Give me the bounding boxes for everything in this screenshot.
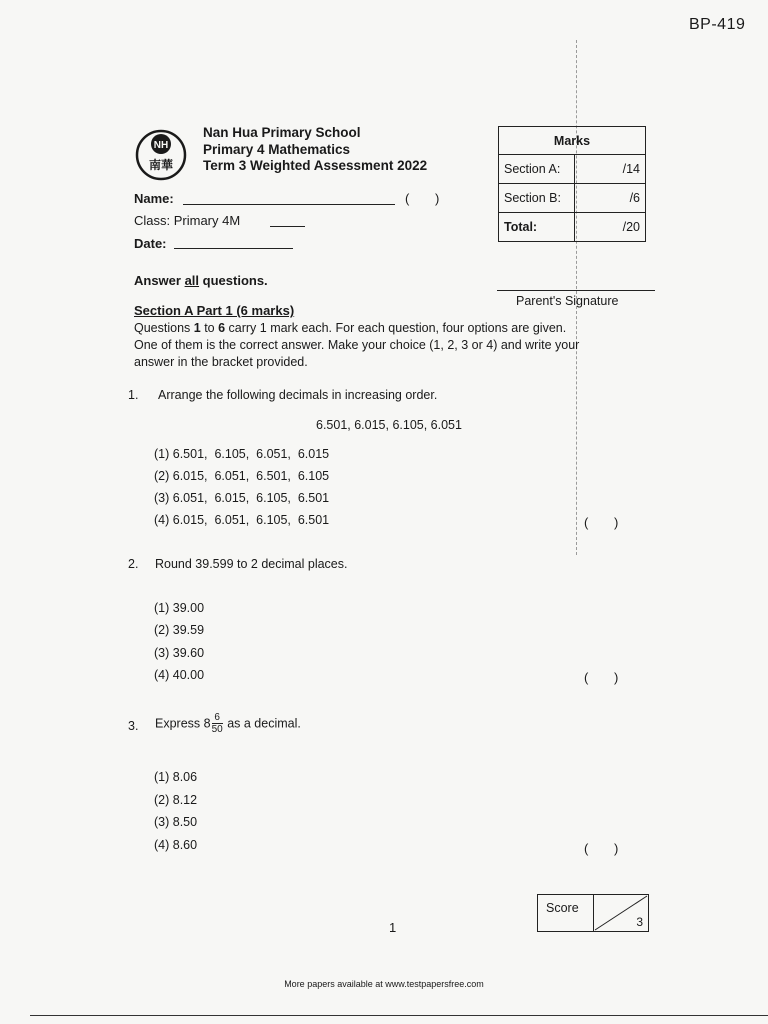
fraction-denominator: 50	[211, 724, 223, 735]
marks-row-value: /6	[575, 184, 646, 213]
instruction-line-3: answer in the bracket provided.	[134, 355, 308, 369]
marks-table	[498, 126, 646, 242]
school-header	[203, 125, 427, 175]
date-label: Date:	[134, 236, 167, 251]
instr-bold-start: 1	[193, 321, 201, 335]
class-label: Class: Primary 4M	[134, 213, 241, 228]
question-1-answer-bracket[interactable]: ( )	[584, 515, 619, 530]
answer-instruction	[134, 273, 268, 288]
question-1-number: 1.	[128, 388, 139, 402]
question-3-text-prefix: Express 8	[155, 716, 211, 731]
assessment-title: Term 3 Weighted Assessment 2022	[203, 158, 428, 173]
marks-row-section-a	[499, 155, 646, 184]
question-3-option-3[interactable]: (3) 8.50	[154, 815, 198, 829]
question-3-text-suffix: as a decimal.	[223, 716, 301, 731]
name-label: Name:	[134, 191, 174, 206]
instr-part: Questions	[134, 321, 194, 335]
marks-table-title: Marks	[499, 127, 646, 155]
marks-row-value: /20	[575, 213, 646, 242]
marks-row-label: Total:	[499, 213, 575, 242]
marks-row-label: Section B:	[499, 184, 575, 213]
question-2-option-1[interactable]: (1) 39.00	[154, 601, 205, 615]
logo-chinese: 南華	[148, 158, 174, 172]
score-box	[537, 894, 649, 932]
instruction-suffix: questions.	[199, 273, 268, 288]
school-logo-icon	[135, 129, 187, 181]
marks-row-label: Section A:	[499, 155, 575, 184]
footer-text: More papers available at www.testpapersfree.com	[284, 979, 484, 989]
section-a-instructions	[134, 320, 634, 371]
question-2-option-4[interactable]: (4) 40.00	[154, 668, 205, 682]
instruction-emphasis: all	[184, 273, 200, 288]
question-2-number: 2.	[128, 557, 139, 571]
marks-row-value: /14	[575, 155, 646, 184]
instruction-line-2: One of them is the correct answer. Make your choice (1, 2, 3 or 4) and write your	[134, 338, 580, 352]
name-input-line[interactable]	[183, 204, 395, 205]
document-code: BP-419	[689, 16, 746, 33]
score-label: Score	[546, 901, 579, 915]
parent-signature-line[interactable]	[497, 290, 655, 291]
score-max: 3	[636, 915, 643, 929]
school-name: Nan Hua Primary School	[203, 125, 361, 140]
question-3-answer-bracket[interactable]: ( )	[584, 841, 619, 856]
question-3-number: 3.	[128, 719, 139, 733]
question-1-option-4[interactable]: (4) 6.015, 6.051, 6.105, 6.501	[154, 513, 330, 527]
question-1-text: Arrange the following decimals in increasing order.	[158, 388, 438, 402]
question-3-text	[155, 712, 301, 735]
question-2-answer-bracket[interactable]: ( )	[584, 670, 619, 685]
page-number: 1	[389, 920, 397, 935]
question-1-option-3[interactable]: (3) 6.051, 6.015, 6.105, 6.501	[154, 491, 330, 505]
instruction-prefix: Answer	[134, 273, 185, 288]
class-number-bracket: ( )	[405, 191, 440, 206]
question-1-option-1[interactable]: (1) 6.501, 6.105, 6.051, 6.015	[154, 447, 330, 461]
question-2-option-3[interactable]: (3) 39.60	[154, 646, 205, 660]
subject-title: Primary 4 Mathematics	[203, 141, 351, 157]
bottom-rule	[30, 1015, 768, 1016]
marks-row-section-b	[499, 184, 646, 213]
question-2-text: Round 39.599 to 2 decimal places.	[155, 557, 348, 571]
logo-letters: NH	[153, 140, 169, 151]
instr-part: carry 1 mark each. For each question, four options are given.	[225, 321, 567, 335]
instruction-line-1	[134, 320, 634, 337]
date-input-line[interactable]	[174, 248, 293, 249]
fraction-numerator: 6	[212, 712, 223, 724]
instr-part: to	[200, 321, 219, 335]
question-1-given: 6.501, 6.015, 6.105, 6.051	[316, 418, 462, 432]
question-3-option-4[interactable]: (4) 8.60	[154, 838, 198, 852]
question-3-option-1[interactable]: (1) 8.06	[154, 770, 198, 784]
section-a-heading: Section A Part 1 (6 marks)	[134, 303, 295, 318]
question-3-option-2[interactable]: (2) 8.12	[154, 793, 198, 807]
question-2-option-2[interactable]: (2) 39.59	[154, 623, 205, 637]
class-input-line[interactable]	[270, 226, 305, 227]
parent-signature-label: Parent's Signature	[516, 294, 619, 308]
marks-row-total	[499, 213, 646, 242]
instr-bold-end: 6	[218, 321, 226, 335]
question-1-option-2[interactable]: (2) 6.015, 6.051, 6.501, 6.105	[154, 469, 330, 483]
question-3-fraction	[212, 712, 223, 735]
